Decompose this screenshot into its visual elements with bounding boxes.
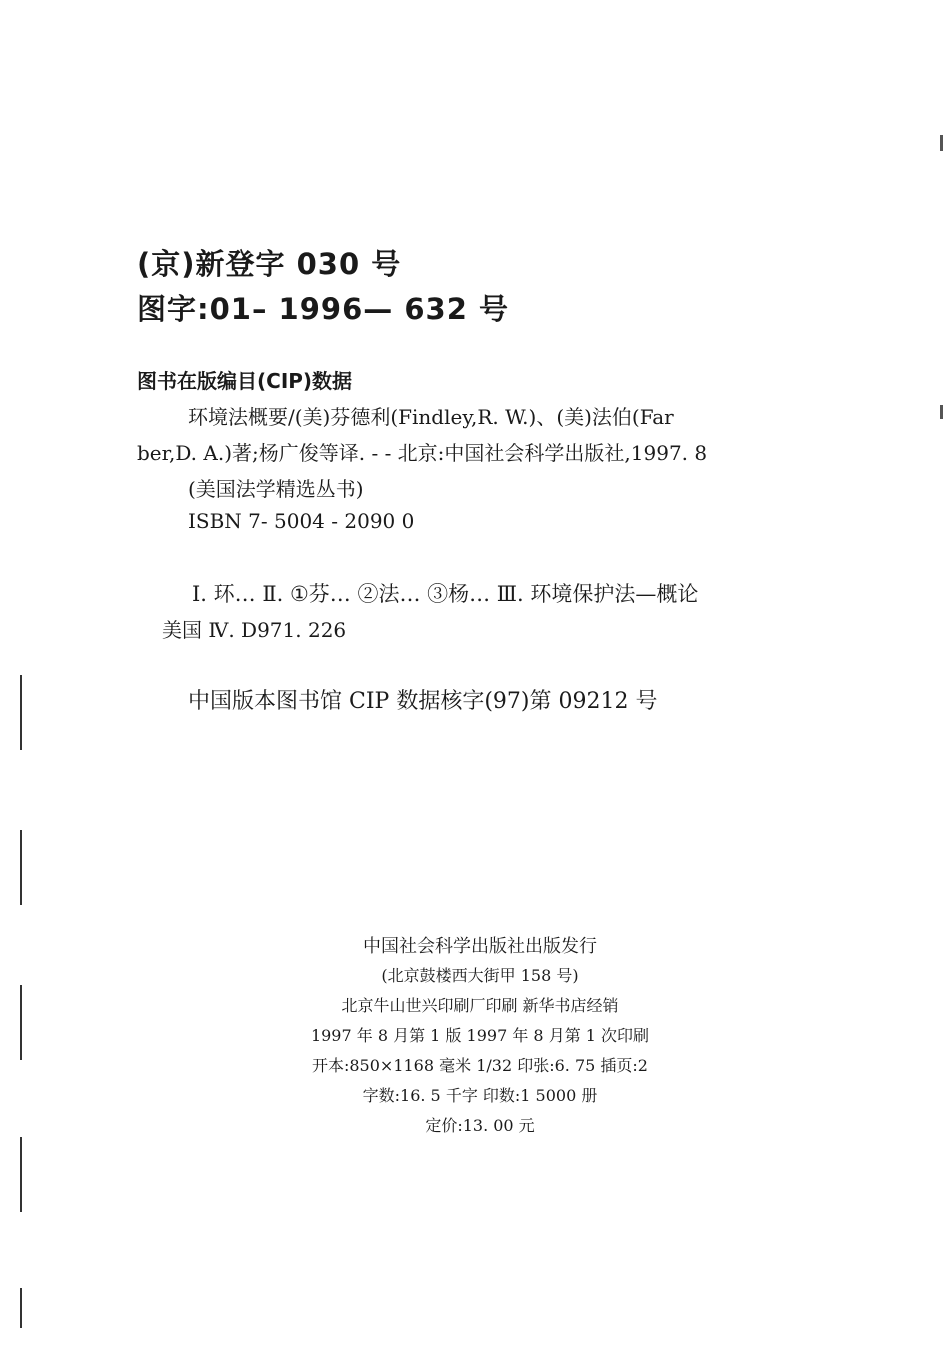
scan-margin-mark xyxy=(20,830,22,905)
scan-margin-mark xyxy=(940,405,943,419)
imprint-printer: 北京牛山世兴印刷厂印刷 新华书店经销 xyxy=(341,996,619,1015)
imprint-edition: 1997 年 8 月第 1 版 1997 年 8 月第 1 次印刷 xyxy=(310,1026,650,1045)
cip-entry-line-2: ber,D. A.)著;杨广俊等译. - - 北京:中国社会科学出版社,1997. 8 xyxy=(137,441,708,465)
cip-entry-line-1: 环境法概要/(美)芬德利(Findley,R. W.)、(美)法伯(Far xyxy=(188,405,674,429)
copyright-permit-number: 图字:01– 1996— 632 号 xyxy=(137,292,509,326)
cip-subjects-line-1: Ⅰ. 环… Ⅱ. ①芬… ②法… ③杨… Ⅲ. 环境保护法—概论 xyxy=(192,582,699,606)
imprint-words: 字数:16. 5 千字 印数:1 5000 册 xyxy=(362,1086,598,1105)
scan-margin-mark xyxy=(20,675,22,750)
cip-heading: 图书在版编目(CIP)数据 xyxy=(137,369,353,393)
imprint-publisher: 中国社会科学出版社出版发行 xyxy=(363,936,597,957)
cip-subjects-line-2: 美国 Ⅳ. D971. 226 xyxy=(162,618,347,642)
scan-margin-mark xyxy=(20,1288,22,1328)
scan-margin-mark xyxy=(940,135,943,151)
imprint-format: 开本:850×1168 毫米 1/32 印张:6. 75 插页:2 xyxy=(311,1056,648,1075)
scan-margin-mark xyxy=(20,1137,22,1212)
imprint-address: (北京鼓楼西大街甲 158 号) xyxy=(381,966,579,985)
cip-verification: 中国版本图书馆 CIP 数据核字(97)第 09212 号 xyxy=(188,689,658,714)
cip-series: (美国法学精选丛书) xyxy=(188,477,364,501)
imprint-price: 定价:13. 00 元 xyxy=(425,1116,535,1135)
registration-number: (京)新登字 030 号 xyxy=(137,247,402,281)
cip-isbn: ISBN 7- 5004 - 2090 0 xyxy=(188,509,415,533)
